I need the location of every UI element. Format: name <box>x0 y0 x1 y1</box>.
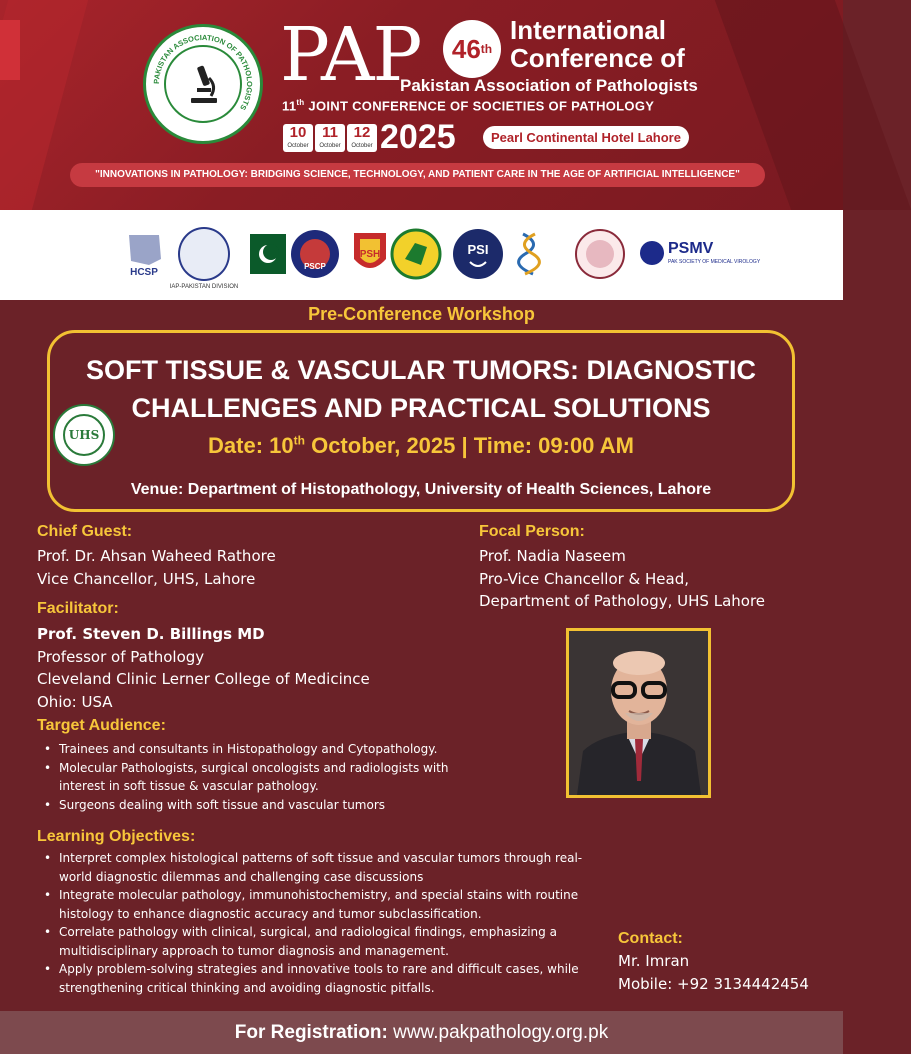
psh-logo <box>344 228 396 280</box>
focal-person-role1: Pro-Vice Chancellor & Head, <box>479 569 690 588</box>
joint-number: 11 <box>282 98 297 114</box>
date-day: 12 <box>353 124 371 141</box>
date-rest: October, 2025 | Time: 09:00 AM <box>304 433 634 458</box>
workshop-title-line1: SOFT TISSUE & VASCULAR TUMORS: DIAGNOSTIC <box>85 355 756 385</box>
pscp-logo <box>289 228 341 280</box>
facilitator <box>37 623 370 713</box>
focal-person-name: Prof. Nadia Naseem <box>479 547 626 565</box>
psmv-label: PSMV <box>668 240 714 257</box>
date-month: October <box>319 143 341 149</box>
contact-heading: Contact: <box>618 930 683 947</box>
target-audience-list <box>37 740 477 814</box>
emblem-ring-text: PAKISTAN ASSOCIATION OF PATHOLOGISTS <box>151 32 255 112</box>
joint-suffix: th <box>296 98 305 107</box>
psi-label: PSI <box>467 242 489 257</box>
pap-brand: PAP <box>280 12 421 98</box>
pscp-label: PSCP <box>304 262 326 271</box>
list-item: • Surgeons dealing with soft tissue and vascular tumors <box>37 796 477 815</box>
registration-link[interactable]: www.pakpathology.org.pk <box>387 1022 609 1043</box>
facilitator-name: Prof. Steven D. Billings MD <box>37 625 265 643</box>
edition-number: 46 <box>451 33 481 64</box>
dna-society-logo <box>512 228 564 280</box>
registration-footer <box>0 1011 843 1054</box>
conference-title-line2: Conference of <box>510 43 685 73</box>
date-prefix: Date: 10 <box>208 433 294 458</box>
conference-theme: "INNOVATIONS IN PATHOLOGY: BRIDGING SCIENCE, TECHNOLOGY, AND PATIENT CARE IN THE AGE OF ARTIFICIAL INTELLIGENCE" <box>70 163 765 187</box>
psi-logo <box>452 228 504 280</box>
learning-objectives-list <box>37 849 605 997</box>
contact-name: Mr. Imran <box>618 952 690 970</box>
iap-label: IAP-PAKISTAN DIVISION <box>169 284 239 290</box>
contact-info <box>618 950 809 995</box>
list-item: • Apply problem-solving strategies and innovative tools to rare and difficult cases, while strengthening critical thinking and avoiding diagnostic pitfalls. <box>37 960 605 997</box>
facilitator-title: Professor of Pathology <box>37 647 205 666</box>
date-day: 11 <box>322 124 338 141</box>
chief-guest-role: Vice Chancellor, UHS, Lahore <box>37 569 256 588</box>
map-society-logo <box>390 228 442 280</box>
list-item: • Integrate molecular pathology, immunohistochemistry, and special stains with routine histology to enhance diagnostic accuracy and tumor subclassification. <box>37 886 605 923</box>
conference-year: 2025 <box>380 118 456 156</box>
workshop-kind: Pre-Conference Workshop <box>308 304 535 324</box>
date-box-2 <box>315 124 345 152</box>
society-logos <box>0 210 843 300</box>
uhs-logo <box>53 404 115 466</box>
header-decoration-accent <box>0 20 20 80</box>
uhs-logo-text: UHS <box>63 414 105 456</box>
workshop-title <box>50 351 792 427</box>
joint-conference <box>282 98 654 113</box>
list-item: • Molecular Pathologists, surgical oncologists and radiologists with interest in soft tissue & vascular pathology. <box>37 759 477 796</box>
hcsp-logo <box>118 228 170 280</box>
psh-label: PSH <box>359 249 381 260</box>
psmv-logo <box>636 228 761 280</box>
registration-label: For Registration: <box>234 1022 388 1043</box>
workshop-title-line2: CHALLENGES AND PRACTICAL SOLUTIONS <box>131 393 711 423</box>
oral-pathology-logo <box>574 228 626 280</box>
workshop-venue: Venue: Department of Histopathology, University of Health Sciences, Lahore <box>130 481 712 498</box>
date-day: 10 <box>289 124 307 141</box>
association-name: Pakistan Association of Pathologists <box>400 76 698 95</box>
conference-title <box>510 16 685 72</box>
facilitator-institution: Cleveland Clinic Lerner College of Medicince <box>37 670 370 688</box>
date-month: October <box>287 143 309 149</box>
workshop-box <box>47 330 795 512</box>
iap-logo <box>169 228 239 290</box>
date-month: October <box>351 143 373 149</box>
facilitator-heading: Facilitator: <box>37 600 119 617</box>
conference-venue: Pearl Continental Hotel Lahore <box>483 126 689 149</box>
hcsp-label: HCSP <box>130 267 158 278</box>
conference-title-line1: International <box>510 15 667 45</box>
contact-mobile[interactable]: Mobile: +92 3134442454 <box>618 974 809 993</box>
joint-text: JOINT CONFERENCE OF SOCIETIES OF PATHOLOGY <box>304 98 655 114</box>
date-suffix: th <box>293 433 305 448</box>
list-item: • Trainees and consultants in Histopathology and Cytopathology. <box>37 740 477 759</box>
microscope-icon <box>164 45 242 123</box>
facilitator-location: Ohio: USA <box>37 692 113 711</box>
focal-person <box>479 545 765 613</box>
psmv-sub: PAK SOCIETY OF MEDICAL VIROLOGY <box>668 259 761 265</box>
learning-objectives-heading: Learning Objectives: <box>37 828 196 845</box>
workshop-datetime <box>50 433 792 459</box>
chief-guest-heading: Chief Guest: <box>37 523 133 540</box>
facilitator-photo <box>566 628 711 798</box>
conference-header <box>0 0 843 210</box>
chief-guest-name: Prof. Dr. Ahsan Waheed Rathore <box>37 547 276 565</box>
target-audience-heading: Target Audience: <box>37 717 166 734</box>
focal-person-role2: Department of Pathology, UHS Lahore <box>479 592 766 610</box>
edition-suffix: th <box>480 42 493 56</box>
edition-badge <box>443 20 501 78</box>
date-box-3 <box>347 124 377 152</box>
chief-guest <box>37 545 276 590</box>
date-box-1 <box>283 124 313 152</box>
list-item: • Correlate pathology with clinical, surgical, and radiological findings, emphasizing a multidisciplinary approach to tumor diagnosis and management. <box>37 923 605 960</box>
pakistan-flag-logo <box>236 228 288 280</box>
focal-person-heading: Focal Person: <box>479 523 585 540</box>
list-item: • Interpret complex histological patterns of soft tissue and vascular tumors through real-world diagnostic dilemmas and challenging case discussions <box>37 849 605 886</box>
pap-emblem <box>143 24 263 144</box>
